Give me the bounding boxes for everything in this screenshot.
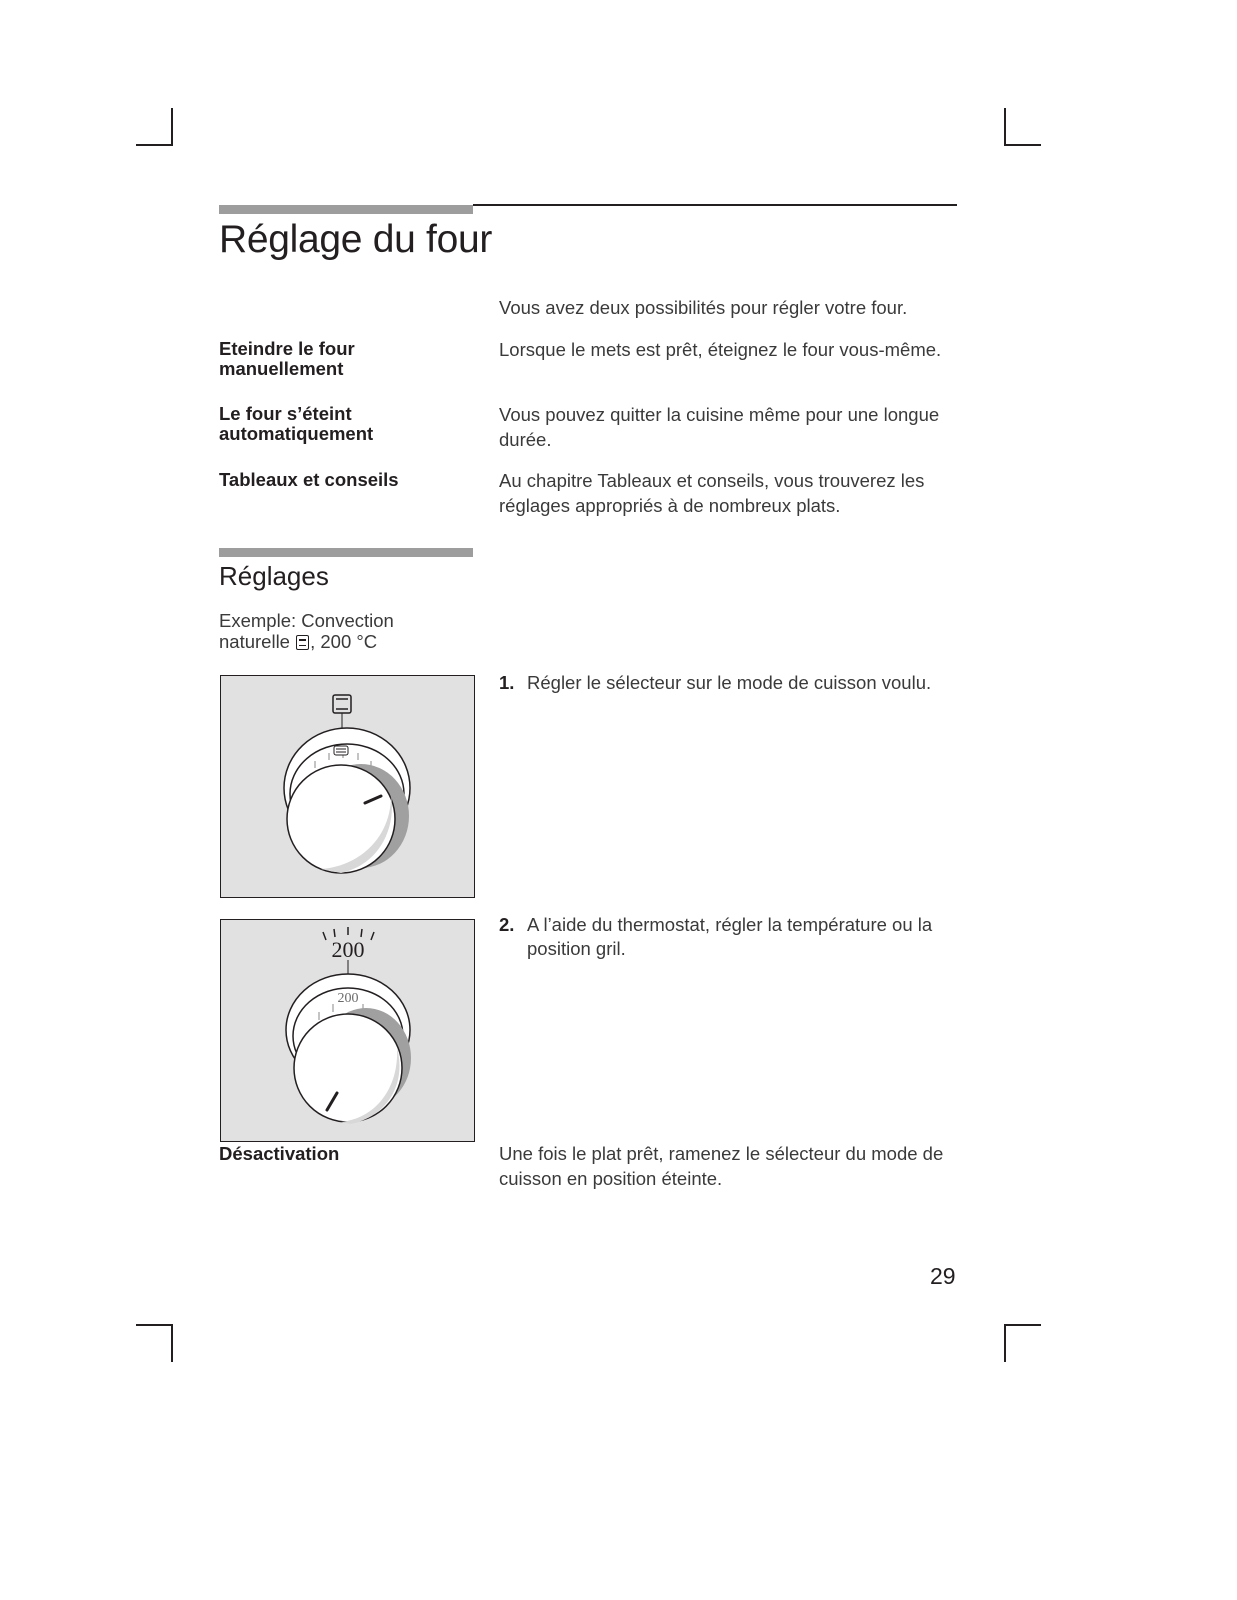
- option-auto-text: Vous pouvez quitter la cuisine même pour une longue durée.: [499, 404, 940, 450]
- convection-mode-icon: [296, 635, 309, 650]
- option-tables-label: Tableaux et conseils: [219, 469, 399, 490]
- crop-mark-top-left-h: [136, 144, 173, 146]
- option-manual-label: Eteindre le four manuellement: [219, 338, 355, 379]
- dial-mode-mark-icon: [334, 746, 348, 755]
- mode-selector-figure: [220, 675, 475, 898]
- crop-mark-bottom-left-h: [136, 1324, 173, 1326]
- title-gray-bar: [219, 205, 473, 214]
- intro-text: Vous avez deux possibilités pour régler votre four.: [499, 297, 908, 318]
- thermostat-figure: [220, 919, 475, 1142]
- settings-example: Exemple: Convection naturelle , 200 °C: [219, 610, 394, 652]
- crop-mark-top-right-v: [1004, 108, 1006, 146]
- page-number: 29: [930, 1263, 956, 1289]
- page-title: Réglage du four: [219, 218, 493, 261]
- crop-mark-bottom-right-v: [1004, 1324, 1006, 1362]
- mode-selector-illustration: [221, 676, 476, 899]
- thermostat-illustration: [221, 920, 476, 1143]
- step-1: 1. Régler le sélecteur sur le mode de cuisson voulu.: [499, 672, 932, 693]
- crop-mark-top-left-v: [171, 108, 173, 146]
- crop-mark-bottom-right-h: [1004, 1324, 1041, 1326]
- settings-heading: Réglages: [219, 561, 329, 591]
- crop-mark-top-right-h: [1004, 144, 1041, 146]
- dial-value-label: 200: [337, 991, 359, 1006]
- deactivation-label: Désactivation: [219, 1143, 340, 1164]
- section-gray-bar: [219, 548, 473, 557]
- crop-mark-bottom-left-v: [171, 1324, 173, 1362]
- title-rule: [473, 204, 957, 206]
- deactivation-text: Une fois le plat prêt, ramenez le sélecteur du mode de cuisson en position éteinte.: [499, 1143, 944, 1189]
- thermostat-value-label: 200: [331, 937, 365, 962]
- option-tables-text: Au chapitre Tableaux et conseils, vous trouverez les réglages appropriés à de nombreux plats.: [499, 470, 925, 516]
- option-manual-text: Lorsque le mets est prêt, éteignez le four vous-même.: [499, 339, 942, 360]
- step-2: 2. A l’aide du thermostat, régler la température ou la position gril.: [499, 914, 933, 959]
- option-auto-label: Le four s’éteint automatiquement: [219, 403, 374, 444]
